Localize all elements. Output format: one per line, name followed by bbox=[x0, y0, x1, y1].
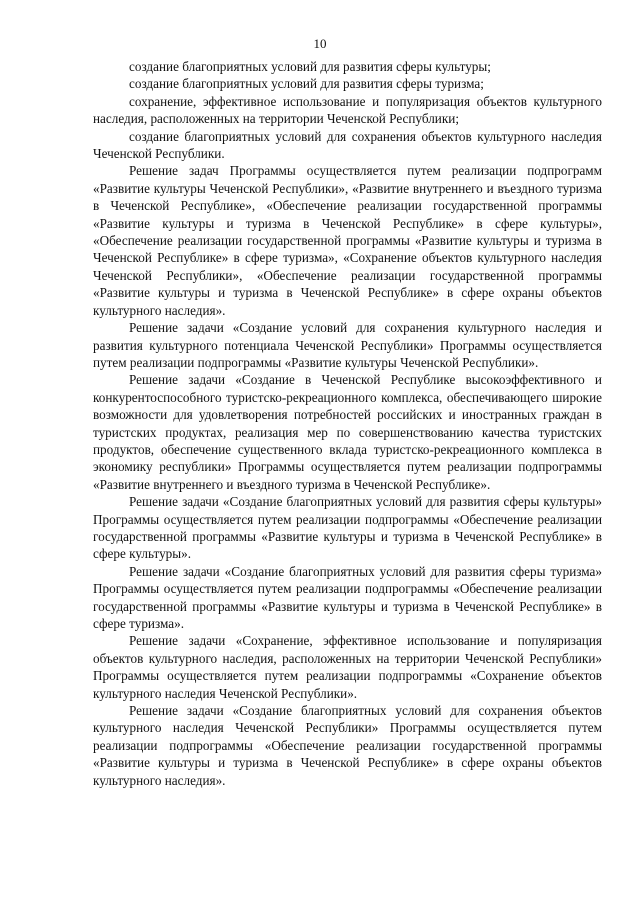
paragraph-10: Решение задачи «Сохранение, эффективное использование и популяризация объектов культурного наследия, расположенных на территории Чеченской Республики» Программы осуществляется путем реализации подпрограммы «Сохранение объектов культурного наследия Чеченской Республики». bbox=[93, 633, 602, 701]
paragraph-11: Решение задачи «Создание благоприятных условий для сохранения объектов культурного наследия Чеченской Республики» Программы осуществляется путем реализации подпрограммы «Обеспечение реализации государственной программы «Развитие культуры и туризма в Чеченской Республике» в сфере охраны объектов культурного наследия». bbox=[93, 703, 602, 788]
paragraph-4: создание благоприятных условий для сохранения объектов культурного наследия Чеченской Республики. bbox=[93, 128, 602, 162]
paragraph-7: Решение задачи «Создание в Чеченской Республике высокоэффективного и конкурентоспособного туристско-рекреационного комплекса, обеспечивающего широкие возможности для удовлетворения потребностей российских и иностранных граждан в туристских продуктах, реализация мер по совершенствованию качества туристских продуктов, обеспечение существенного вклада туристско-рекреационного комплекса в экономику республики» Программы осуществляется путем реализации подпрограммы «Развитие внутреннего и въездного туризма в Чеченской Республике». bbox=[93, 372, 602, 492]
paragraph-6: Решение задачи «Создание условий для сохранения культурного наследия и развития культурного потенциала Чеченской Республики» Программы осуществляется путем реализации подпрограммы «Развитие культуры Чеченской Республики». bbox=[93, 320, 602, 370]
paragraph-8: Решение задачи «Создание благоприятных условий для развития сферы культуры» Программы осуществляется путем реализации подпрограммы «Обеспечение реализации государственной программы «Развитие культуры и туризма в Чеченской Республике» в сфере культуры». bbox=[93, 494, 602, 562]
paragraph-3: сохранение, эффективное использование и популяризация объектов культурного наследия, расположенных на территории Чеченской Республики; bbox=[93, 93, 602, 127]
paragraph-1: создание благоприятных условий для развития сферы культуры; bbox=[129, 59, 491, 74]
paragraph-2: создание благоприятных условий для развития сферы туризма; bbox=[129, 76, 484, 92]
paragraph-5: Решение задач Программы осуществляется путем реализации подпрограмм «Развитие культуры Чеченской Республики», «Развитие внутреннего и въездного туризма в Чеченской Республике», «Обеспечение реализации государственной программы «Развитие культуры и туризма в Чеченской Республике» в сфере культуры», «Обеспечение реализации государственной программы «Развитие культуры и туризма в Чеченской Республике» в сфере туризма», «Сохранение объектов культурного наследия Чеченской Республики», «Обеспечение реализации государственной программы «Развитие культуры и туризма в Чеченской Республике» в сфере охраны объектов культурного наследия». bbox=[93, 163, 602, 318]
document-body bbox=[93, 58, 602, 789]
paragraph-9: Решение задачи «Создание благоприятных условий для развития сферы туризма» Программы осуществляется путем реализации подпрограммы «Обеспечение реализации государственной программы «Развитие культуры и туризма в Чеченской Республике» в сфере туризма». bbox=[93, 563, 602, 631]
page-number: 10 bbox=[313, 36, 327, 51]
